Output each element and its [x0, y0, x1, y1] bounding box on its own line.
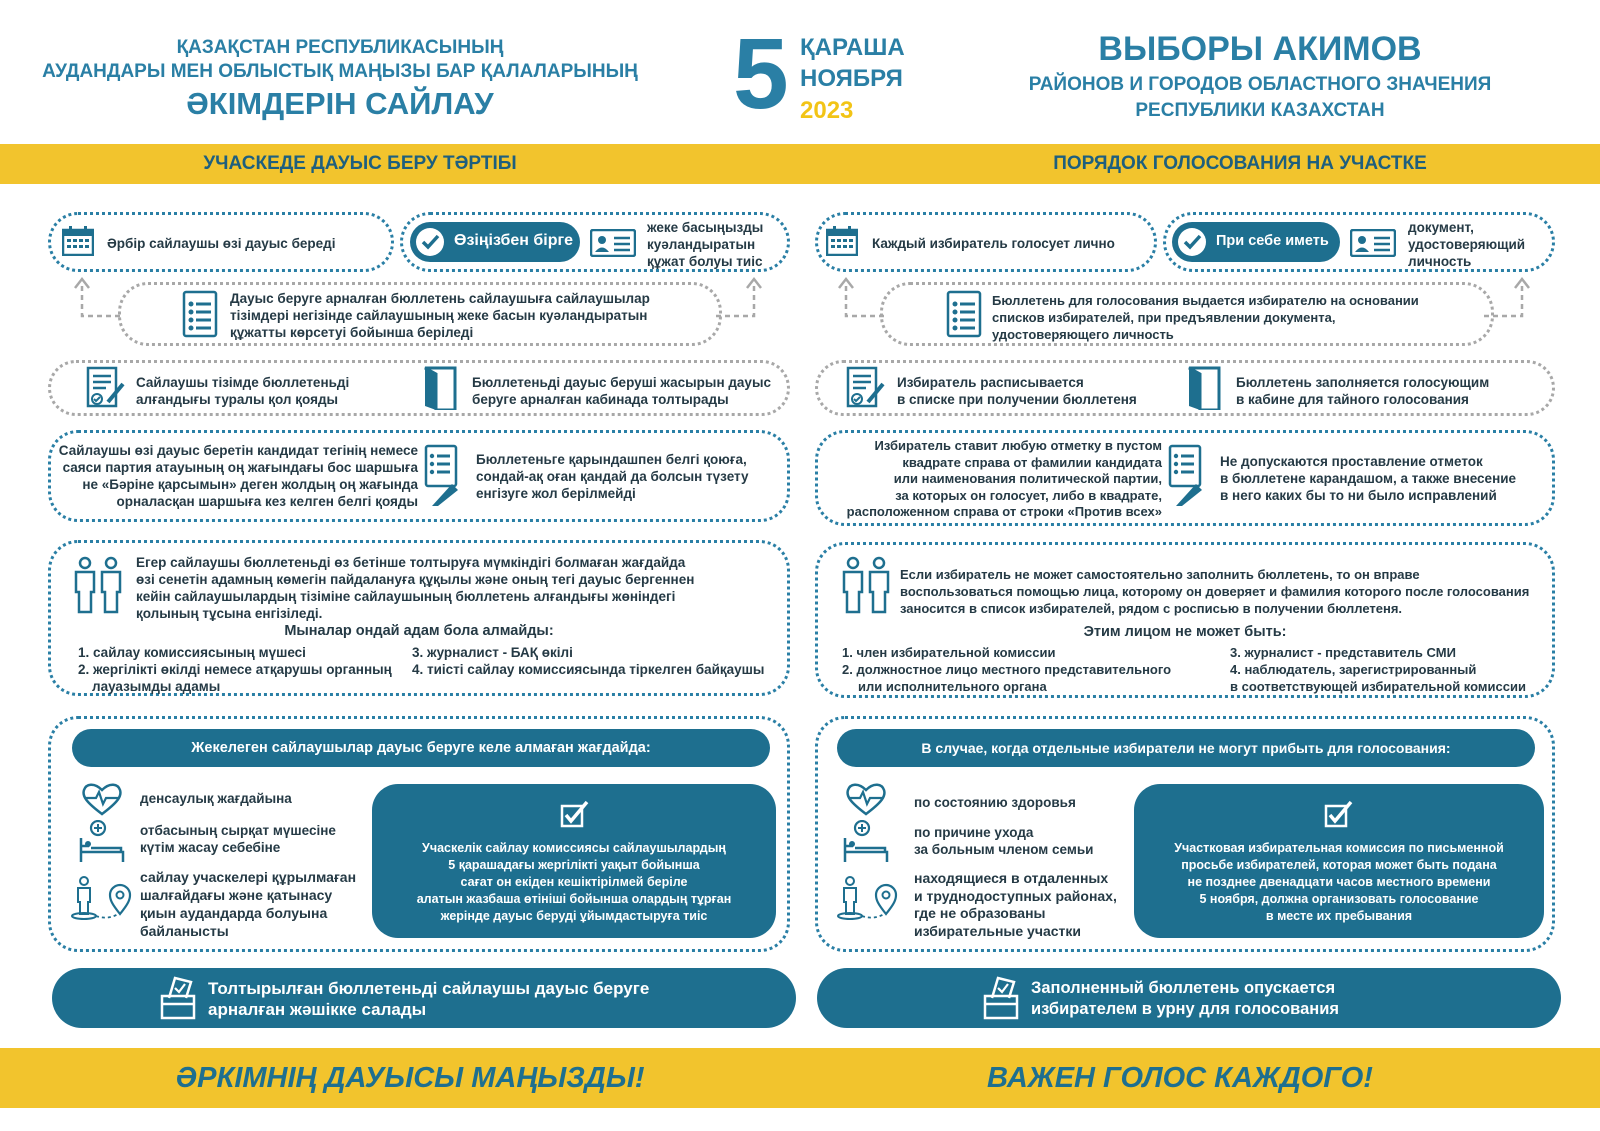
kz-commission-line: жерінде дауыс беруді ұйымдастыруға тиіс — [440, 909, 708, 923]
kz-id-doc-line: құжат болуы тиіс — [647, 254, 763, 269]
kz-bring-pill-label: Өзіңізбен бірге — [454, 232, 574, 249]
ru-pencil-line: в него каких бы то ни было исправлений — [1220, 488, 1497, 503]
ru-cannot-be-heading: Этим лицом не может быть: — [1083, 624, 1287, 640]
pencil-icon — [1168, 444, 1208, 508]
kz-header-line2: АУДАНДАРЫ МЕН ОБЛЫСТЫҚ МАҢЫЗЫ БАР ҚАЛАЛАРЫНЫҢ — [42, 61, 638, 82]
ru-urn-text — [1031, 978, 1339, 1020]
kz-help-line: қолының тұсына енгізіледі. — [136, 606, 323, 621]
ru-urn-line: избирателем в урну для голосования — [1031, 1000, 1339, 1018]
ru-sign-line: в списке при получении бюллетеня — [897, 392, 1137, 407]
kz-mark-line: не «Бәріне қарсымын» деген жолдың оң жағында — [82, 477, 418, 492]
kz-mark-text — [58, 442, 418, 510]
ru-sign-text — [897, 374, 1137, 408]
ru-cannot-list-right — [1230, 644, 1526, 695]
ru-commission-line: Участковая избирательная комиссия по письменной — [1174, 841, 1504, 855]
ru-commission-text — [1134, 840, 1544, 925]
kz-booth-line: Бюллетеньді дауыс беруші жасырын дауыс — [472, 375, 771, 390]
kz-commission-block — [372, 784, 776, 938]
kz-ballot-issue-line: тізімдері негізінде сайлаушының жеке басын куәландыратын — [230, 308, 648, 323]
kz-cannot-item: 1. сайлау комиссиясының мүшесі — [78, 645, 306, 660]
ru-cannot-item: в соответствующей избирательной комиссии — [1230, 679, 1526, 694]
kz-booth-line: беруге арналған кабинада толтырады — [472, 392, 729, 407]
ru-ballot-issue-line: Бюллетень для голосования выдается избирателю на основании — [992, 293, 1419, 308]
booth-icon — [422, 366, 458, 410]
kz-ballot-issue-text — [230, 290, 650, 341]
location-person-icon — [836, 876, 900, 920]
kz-urn-text — [208, 978, 649, 1020]
kz-personal-vote-text: Әрбір сайлаушы өзі дауыс береді — [107, 236, 336, 251]
ru-mark-line: расположенном справа от строки «Против всех» — [846, 504, 1162, 519]
ru-booth-line: Бюллетень заполняется голосующим — [1236, 375, 1490, 390]
ru-help-line: воспользоваться помощью лица, которому он доверяет и фамилия которого после голосования — [900, 584, 1530, 599]
ru-mark-line: за которых он голосует, либо в квадрате, — [895, 487, 1162, 503]
kz-bring-pill — [410, 222, 580, 262]
ru-sign-line: Избиратель расписывается — [897, 375, 1084, 390]
ru-booth-text — [1236, 374, 1489, 408]
ru-urn-banner — [817, 968, 1561, 1028]
heart-pulse-icon — [82, 782, 122, 816]
ru-section-title: ПОРЯДОК ГОЛОСОВАНИЯ НА УЧАСТКЕ — [1053, 153, 1427, 174]
ru-mark-line: или наименования политической партии, — [893, 471, 1162, 486]
ru-bring-pill-label: При себе иметь — [1216, 233, 1329, 249]
ru-urn-line: Заполненный бюллетень опускается — [1031, 979, 1336, 997]
ru-reason-remote-line: и труднодоступных районах, — [914, 887, 1117, 904]
ru-booth-line: в кабине для тайного голосования — [1236, 392, 1469, 407]
signature-icon — [846, 366, 886, 410]
date-day: 5 — [733, 18, 789, 130]
kz-slogan: ӘРКІМНІҢ ДАУЫСЫ МАҢЫЗДЫ! — [175, 1062, 645, 1094]
date-year: 2023 — [800, 97, 854, 124]
location-person-icon — [70, 876, 134, 920]
ru-reason-remote-line: где не образованы — [914, 905, 1046, 921]
ru-cannot-item: или исполнительного органа — [858, 679, 1047, 694]
kz-pencil-line: Бюллетеньге қарындашпен белгі қоюға, — [476, 452, 747, 467]
kz-reason-health: денсаулық жағдайына — [140, 791, 292, 806]
kz-cannot-item: 2. жергілікті өкілді немесе атқарушы органның — [78, 662, 392, 677]
kz-id-doc-text — [647, 219, 763, 270]
kz-commission-line: 5 қарашадағы жергілікті уақыт бойынша — [448, 858, 700, 872]
kz-cannot-list-left — [78, 644, 392, 695]
ru-reason-health: по состоянию здоровья — [914, 795, 1076, 810]
pencil-icon — [424, 444, 464, 508]
ru-reason-remote-line: находящиеся в отдаленных — [914, 870, 1109, 886]
id-card-icon — [590, 229, 636, 257]
ru-pencil-line: Не допускаются проставление отметок — [1220, 454, 1483, 469]
ru-ballot-issue-line: списков избирателей, при предъявлении документа, — [992, 310, 1336, 325]
ru-pencil-line: в бюллетене карандашом, а также внесение — [1220, 471, 1517, 486]
kz-cannot-item: 4. тиісті сайлау комиссиясында тіркелген байқаушы — [412, 662, 765, 677]
checkbox-icon — [560, 800, 590, 828]
kz-help-line: Егер сайлаушы бюллетеньді өз бетінше толтыруға мүмкіндігі болмаған жағдайда — [136, 555, 686, 570]
ru-ballot-issue-text — [992, 292, 1419, 343]
ru-help-text — [900, 566, 1529, 617]
kz-pencil-text — [476, 451, 748, 502]
kz-urn-banner — [52, 968, 796, 1028]
kz-absent-title: Жекелеген сайлаушылар дауыс беруге келе алмаған жағдайда: — [72, 729, 770, 767]
kz-reason-care-line: отбасының сырқат мүшесіне — [140, 823, 336, 838]
ballot-box-icon — [983, 974, 1019, 1020]
kz-sign-line: алғандығы туралы қол қояды — [136, 392, 339, 407]
kz-reason-remote-line: сайлау учаскелері құрылмаған — [140, 869, 357, 885]
ru-header-subtitle — [940, 72, 1580, 124]
kz-cannot-item: лауазымды адамы — [92, 679, 221, 694]
kz-commission-line: сағат он екіден кешіктірілмей беріле — [460, 875, 688, 889]
ru-id-doc-line: удостоверяющий — [1408, 237, 1526, 252]
ru-cannot-item: 2. должностное лицо местного представительного — [842, 662, 1172, 677]
signature-icon — [86, 366, 126, 410]
calendar-icon — [826, 226, 858, 256]
kz-cannot-be-heading: Мыналар ондай адам бола алмайды: — [284, 623, 554, 639]
ru-cannot-item: 4. наблюдатель, зарегистрированный — [1230, 662, 1477, 677]
ru-personal-vote-text: Каждый избиратель голосует лично — [872, 236, 1115, 251]
kz-help-line: өзі сенетін адамның көмегін пайдалануға құқылы және оның тегі дауыс бергеннен — [136, 572, 695, 587]
kz-pencil-line: енгізуге жол берілмейді — [476, 486, 636, 501]
kz-help-line: кейін сайлаушылардың тізіміне сайлаушының бюллетень алғандығы жөніндегі — [136, 589, 676, 604]
kz-header-title: ӘКІМДЕРІН САЙЛАУ — [186, 86, 494, 121]
kz-sign-line: Сайлаушы тізімде бюллетеньді — [136, 375, 350, 390]
ru-mark-text — [822, 438, 1162, 521]
kz-help-text — [136, 554, 694, 622]
kz-pencil-line: сондай-ақ оған қандай да болсын түзету — [476, 469, 749, 484]
ru-reason-remote-line: избирательные участки — [914, 922, 1081, 939]
ru-commission-line: в месте их пребывания — [1265, 909, 1413, 923]
kz-commission-text — [372, 840, 776, 925]
ru-reason-care-line: по причине ухода — [914, 825, 1034, 840]
kz-mark-line: саяси партия атауының оң жағындағы бос шаршыға — [62, 460, 418, 475]
ru-cannot-list-left — [842, 644, 1171, 695]
ru-mark-line: квадрате справа от фамилии кандидата — [902, 454, 1162, 470]
kz-cannot-list-right — [412, 644, 764, 678]
kz-ballot-issue-line: құжатты көрсетуі бойынша беріледі — [230, 325, 474, 340]
kz-mark-line: Сайлаушы өзі дауыс беретін кандидат тегінің немесе — [58, 443, 418, 458]
kz-commission-line: алатын жазбаша өтініші бойынша олардың тұрған — [416, 892, 732, 906]
ballot-box-icon — [160, 974, 196, 1020]
people-icon — [72, 556, 124, 614]
kz-header-line1: ҚАЗАҚСТАН РЕСПУБЛИКАСЫНЫҢ — [176, 37, 504, 58]
kz-reason-remote-line: қиын аудандарда болуына — [140, 905, 328, 921]
ru-id-doc-line: документ, — [1408, 220, 1474, 235]
ru-id-doc-line: личность — [1408, 254, 1472, 269]
kz-header-subtitle — [20, 36, 660, 84]
kz-section-title: УЧАСКЕДЕ ДАУЫС БЕРУ ТӘРТІБІ — [203, 153, 517, 174]
ru-commission-line: 5 ноября, должна организовать голосование — [1199, 892, 1479, 906]
ballot-list-icon — [182, 290, 218, 338]
kz-reason-care — [140, 822, 336, 856]
hospital-bed-icon — [78, 820, 126, 864]
kz-urn-line: арналған жәшікке салады — [208, 1000, 427, 1019]
ru-commission-block — [1134, 784, 1544, 938]
ru-slogan: ВАЖЕН ГОЛОС КАЖДОГО! — [987, 1062, 1373, 1094]
ru-cannot-item: 1. член избирательной комиссии — [842, 645, 1056, 660]
kz-reason-remote — [140, 868, 356, 940]
heart-pulse-icon — [846, 782, 886, 816]
ru-commission-line: просьбе избирателей, которая может быть подана — [1181, 858, 1497, 872]
id-card-icon — [1350, 229, 1396, 257]
ru-pencil-text — [1220, 453, 1516, 504]
date-month-kz: ҚАРАША — [800, 34, 905, 61]
kz-commission-line: Учаскелік сайлау комиссиясы сайлаушылардың — [422, 841, 726, 855]
kz-reason-care-line: күтім жасау себебіне — [140, 840, 281, 855]
ru-header-line1: РАЙОНОВ И ГОРОДОВ ОБЛАСТНОГО ЗНАЧЕНИЯ — [1028, 74, 1492, 95]
checkbox-icon — [1324, 800, 1354, 828]
ru-reason-care — [914, 824, 1093, 858]
kz-id-doc-line: куәландыратын — [647, 237, 756, 252]
calendar-icon — [62, 226, 94, 256]
kz-booth-text — [472, 374, 771, 408]
ru-header-line2: РЕСПУБЛИКИ КАЗАХСТАН — [1135, 100, 1385, 121]
ru-reason-remote — [914, 870, 1117, 940]
kz-sign-text — [136, 374, 349, 408]
ru-reason-care-line: за больным членом семьи — [914, 842, 1094, 857]
ru-mark-line: Избиратель ставит любую отметку в пустом — [874, 438, 1162, 453]
kz-cannot-item: 3. журналист - БАҚ өкілі — [412, 645, 573, 660]
kz-reason-remote-line: байланысты — [140, 923, 229, 939]
ru-cannot-item: 3. журналист - представитель СМИ — [1230, 645, 1456, 660]
hospital-bed-icon — [842, 820, 890, 864]
date-month-ru: НОЯБРЯ — [800, 65, 903, 92]
ru-commission-line: не позднее двенадцати часов местного времени — [1187, 875, 1491, 889]
ru-help-line: Если избиратель не может самостоятельно заполнить бюллетень, то он вправе — [900, 567, 1420, 582]
ru-id-doc-text — [1408, 219, 1525, 270]
ballot-list-icon — [946, 290, 982, 338]
ru-header-title: ВЫБОРЫ АКИМОВ — [1098, 30, 1422, 68]
booth-icon — [1186, 366, 1222, 410]
check-icon — [1176, 226, 1208, 258]
kz-reason-remote-line: шалғайдағы және қатынасу — [140, 887, 333, 903]
ru-help-line: заносится в список избирателей, рядом с росписью в получении бюллетеня. — [900, 601, 1403, 616]
kz-mark-line: орналасқан шаршыға кез келген белгі қояды — [116, 494, 418, 509]
ru-absent-title: В случае, когда отдельные избиратели не могут прибыть для голосования: — [837, 729, 1535, 767]
ru-bring-pill — [1172, 222, 1340, 262]
people-icon — [840, 556, 892, 614]
check-icon — [414, 226, 446, 258]
kz-ballot-issue-line: Дауыс беруге арналған бюллетень сайлаушыға сайлаушылар — [230, 291, 650, 306]
ru-ballot-issue-line: удостоверяющего личность — [992, 327, 1174, 342]
kz-id-doc-line: жеке басыңызды — [647, 220, 764, 235]
kz-urn-line: Толтырылған бюллетеньді сайлаушы дауыс беруге — [208, 979, 650, 998]
